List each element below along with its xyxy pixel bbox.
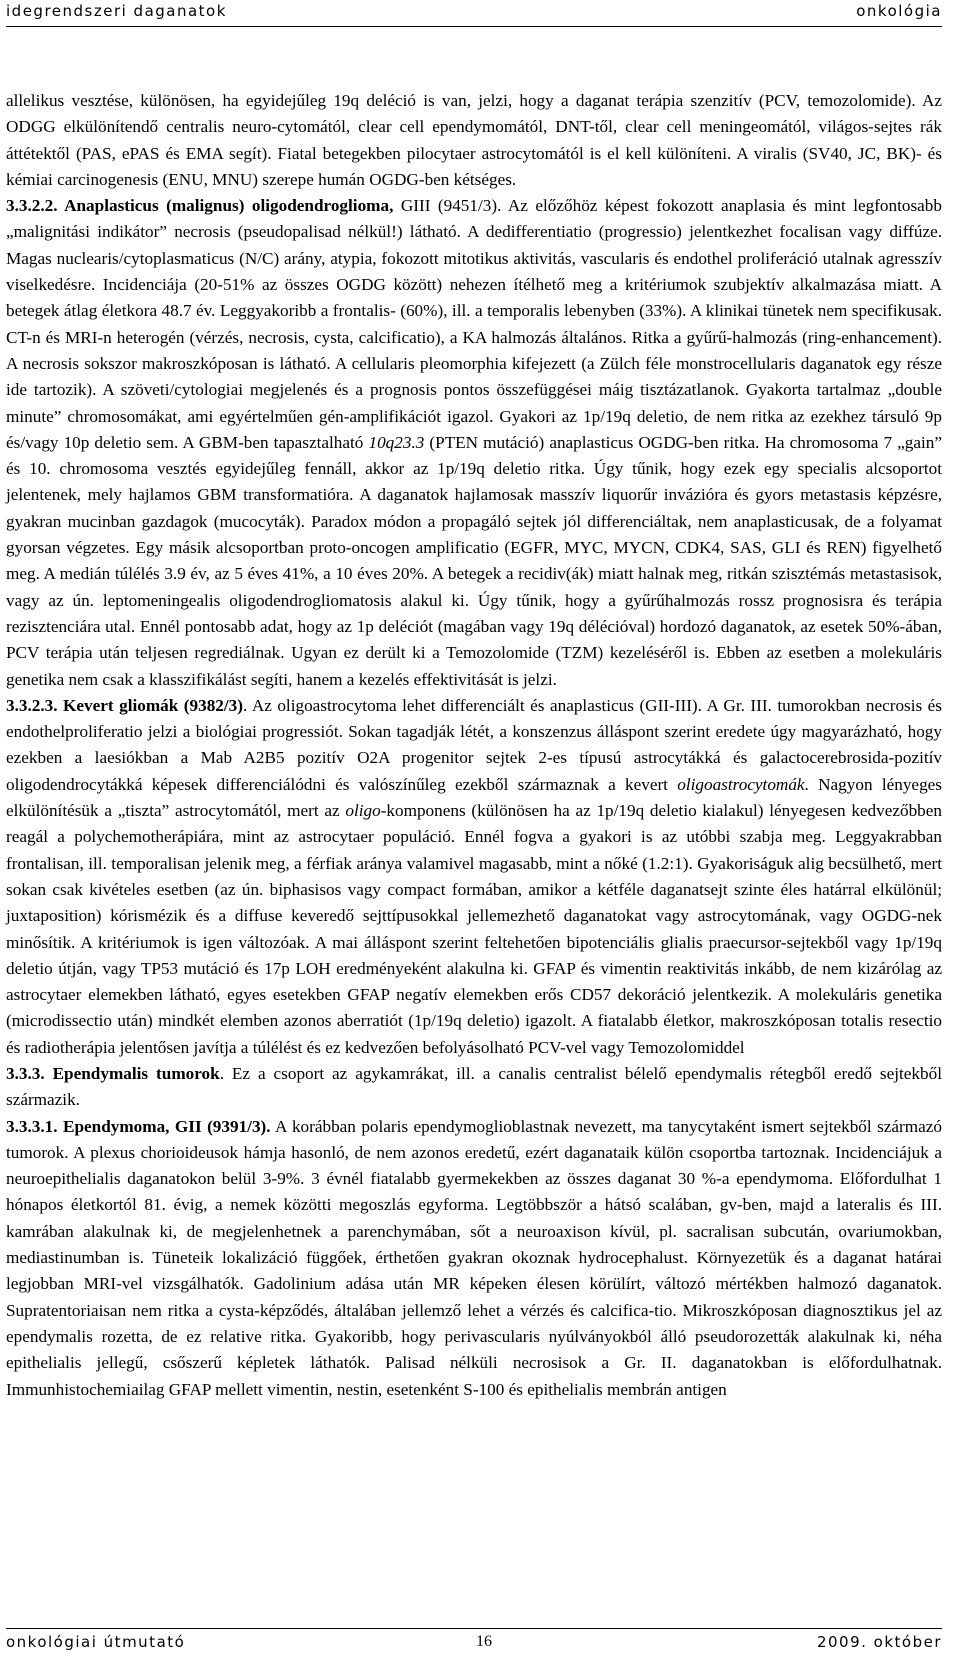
paragraph-ependymal-tumors xyxy=(6,1061,942,1114)
page-number: 16 xyxy=(476,1633,492,1650)
header-discipline: onkológia xyxy=(856,2,942,20)
section-heading: 3.3.3. Ependymalis tumorok xyxy=(6,1063,220,1083)
page-footer xyxy=(6,1628,942,1653)
text-run: GIII (9451/3). Az előzőhöz képest fokozott anaplasia és mint legfontosabb „malignitási indikátor” necrosis (pseudopalisad nélkül!) látható. A dedifferentiatio (progressio) jelentkezhet focalisan vagy diffúze. Magas nuclearis/cytoplasmaticus (N/C) arány, atypia, fokozott mitotikus aktivitás, vascularis és endothel proliferáció utalnak agresszív viselkedésre. Incidenciája (20-51% az összes OGDG között) nehezen ítélhető meg a kritériumok szubjektív alkalmazása miatt. A betegek átlag életkora 48.7 év. Leggyakoribb a frontalis- (60%), ill. a temporalis lebenyben (33%). A klinikai tünetek nem specifikusak. CT-n és MRI-n heterogén (vérzés, necrosis, cysta, calcificatio), a KA halmozás általános. Ritka a gyűrű-halmozás (ring-enhancement). A necrosis sokszor makroszkóposan is látható. A cellularis pleomorphia kifejezett (a Zülch féle monstrocellularis daganatok egy része ide tartozik). A szöveti/cytologiai megjelenés és a prognosis pontos összefüggései máig tisztázatlanok. Gyakorta tartalmaz „double minute” chromosomákat, ami egyértelműen gén-amplifikációt igazol. Gyakori az 1p/19q deletio, de nem ritka az ezekhez társuló 9p és/vagy 10p deletio sem. A GBM-ben tapasztalható xyxy=(6,196,942,452)
page-header xyxy=(6,0,942,27)
text-run: (PTEN mutáció) anaplasticus OGDG-ben ritka. Ha chromosoma 7 „gain” és 10. chromosoma vesztés egyidejűleg fennáll, akkor az 1p/19q deletio ritka. Úgy tűnik, hogy ezek egy specialis alcsoportot jelentenek, mely hajlamos GBM transformatióra. A daganatok hajlamosak masszív liquorűr invázióra és gyors metastasis képzésre, gyakran mucinban gazdagok (mucocyták). Paradox módon a propagáló sejtek jól differenciáltak, nem anaplasticusak, de a folyamat gyorsan végzetes. Egy másik alcsoportban proto-oncogen amplificatio (EGFR, MYC, MYCN, CDK4, SAS, GLI és REN) figyelhető meg. A medián túlélés 3.9 év, az 5 éves 41%, a 10 éves 20%. A betegek a recidiv(ák) miatt halnak meg, ritkán szisztémás metastasisok, vagy az ún. leptomeningealis oligodendrogliomatosis alakul ki. Úgy tűnik, hogy a gyűrűhalmozás rossz prognosisra és terápia rezisztenciára utal. Ennél pontosabb adat, hogy az 1p deléciót (magában vagy 19q délécióval) hordozó daganatok, az esetek 50%-ában, PCV terápia után teljesen regrediálnak. Ugyan ez derült ki a Temozolomide (TZM) kezeléséről is. Ebben az esetben a molekuláris genetika nem csak a klasszifikálást segíti, hanem a kezelés effektivitását is jelzi. xyxy=(6,432,942,689)
italic-term: oligo xyxy=(345,801,381,821)
section-heading: 3.3.2.2. Anaplasticus (malignus) oligodendroglioma, xyxy=(6,196,394,216)
section-heading: 3.3.2.3. Kevert gliomák (9382/3) xyxy=(6,695,243,715)
paragraph-anaplastic-oligodendroglioma xyxy=(6,193,942,693)
paragraph-ependymoma xyxy=(6,1114,942,1403)
footer-date: 2009. október xyxy=(816,1633,942,1651)
text-run: . Ez a csoport az agykamrákat, ill. a canalis centralist bélelő ependymalis rétegből eredő sejtekből származik. xyxy=(6,1063,942,1110)
text-run: allelikus vesztése, különösen, ha egyidejűleg 19q deléció is van, jelzi, hogy a daganat terápia szenzitív (PCV, temozolomide). Az ODGG elkülönítendő centralis neuro-cytomától, clear cell ependymomától, DNT-től, clear cell meningeomától, világos-sejtes rák áttétektől (PAS, ePAS és EMA segít). Fiatal betegekben pilocytaer astrocytomától is el kell különíteni. A viralis (SV40, JC, BK)- és kémiai carcinogenesis (ENU, MNU) szerepe humán OGDG-ben kétséges. xyxy=(6,91,942,189)
document-body xyxy=(6,88,942,1403)
paragraph-intro xyxy=(6,88,942,193)
text-run: -komponens (különösen ha az 1p/19q deletio kialakul) lényegesen kedvezőbben reagál a polychemotherápiára, mint az astrocytaer populáció. Ennél fogva a gyakori is az utóbbi szabja meg. Leggyakrabban frontalisan, ill. temporalisan jelenik meg, a férfiak aránya valamivel magasabb, mint a nőké (1.2:1). Gyakoriságuk alig becsülhető, mert sokan csak kivételes esetben (az ún. biphasisos vagy compact formában, amikor a kétféle daganatsejt szinte éles határral elkülönül; juxtaposition) kórismézik és a diffuse keveredő sejttípusokkal jellemezhető daganatokat vagy astrocytomának, vagy OGDG-nek minősítik. A kritériumok is igen változóak. A mai álláspont szerint feltehetően bipotenciális glialis praecursor-sejtekből vagy 1p/19q deletio útján, vagy TP53 mutáció és 17p LOH eredményeként alakulna ki. GFAP és vimentin reaktivitás inkább, de nem kizárólag az astrocytaer elemekben látható, egyes esetekben GFAP negatív elemekben erős CD57 dekoráció jelentkezik. A molekuláris genetika (microdissectio után) mindkét elemben azonos aberratiót (1p/19q deletio) igazolt. A fiatalabb életkor, makroszkóposan totalis resectio és radiotherápia jelentősen javítja a túlélést és ez kedvezően befolyásolható PCV-vel vagy Temozolomiddel xyxy=(6,801,942,1057)
section-heading: 3.3.3.1. Ependymoma, GII (9391/3). xyxy=(6,1116,271,1136)
header-section-title: idegrendszeri daganatok xyxy=(6,2,227,20)
italic-term: 10q23.3 xyxy=(368,432,425,452)
text-run: A korábban polaris ependymoglioblastnak nevezett, ma tanycytaként ismert sejtekből származó tumorok. A plexus chorioideusok hámja hasonló, de nem azonos eredetű, ezért daganataik külön csoportba tartoznak. Incidenciájuk a neuroepithelialis daganatokon belül 3-9%. 3 évnél fiatalabb gyermekekben az összes daganat 30 %-a ependymoma. Előfordulhat 1 hónapos életkortól 81. évig, a nemek közötti megoszlás egyforma. Legtöbbször a hátsó scalában, gv-ben, majd a lateralis és III. kamrában alakulnak ki, de megjelenhetnek a parenchymában, sőt a neuroaxison kívül, pl. sacralisan subcután, ovariumokban, mediastinumban is. Tüneteik lokalizáció függőek, érthetően gyakran okoznak hydrocephalust. Környezetük és a daganat határai legjobban MRI-vel vizsgálhatók. Gadolinium adása után MR képeken élesen körülírt, változó mértékben halmozó daganatok. Supratentoriaisan nem ritka a cysta-képződés, általában jellemző lehet a vérzés és calcifica-tio. Mikroszkóposan diagnosztikus jel az ependymalis rozetta, de ez relative ritka. Gyakoribb, hogy perivascularis nyúlványokból álló pseudorozetták alakulnak ki, néha epithelialis jellegű, csőszerű képletek láthatók. Palisad nélküli necrosisok a Gr. II. daganatokban is előfordulhatnak. Immunhistochemiailag GFAP mellett vimentin, nestin, esetenként S-100 és epithelialis membrán antigen xyxy=(6,1116,942,1399)
text-run: . Az oligoastrocytoma lehet differenciált és anaplasticus (GII-III). A Gr. III. tumorokban necrosis és endothelproliferatio jelzi a biológiai progressiót. Sokan tagadják létét, a konszenzus álláspont szerint eredete úgy magyarázható, hogy ezekben a laesiókban a Mab A2B5 pozitív O2A progenitor sejtek 2-es típusú astrocytákká és galactocerebrosida-pozitív oligodendrocytákká képesek differenciálódni és valószínűleg ezekből származnak a kevert xyxy=(6,695,942,794)
italic-term: oligoastrocytomák xyxy=(677,774,805,794)
text-run: . Nagyon lényeges elkülönítésük a „tiszta” astrocytomától, mert az xyxy=(6,774,942,821)
footer-guide-title: onkológiai útmutató xyxy=(6,1633,186,1651)
paragraph-mixed-gliomas xyxy=(6,693,942,1061)
